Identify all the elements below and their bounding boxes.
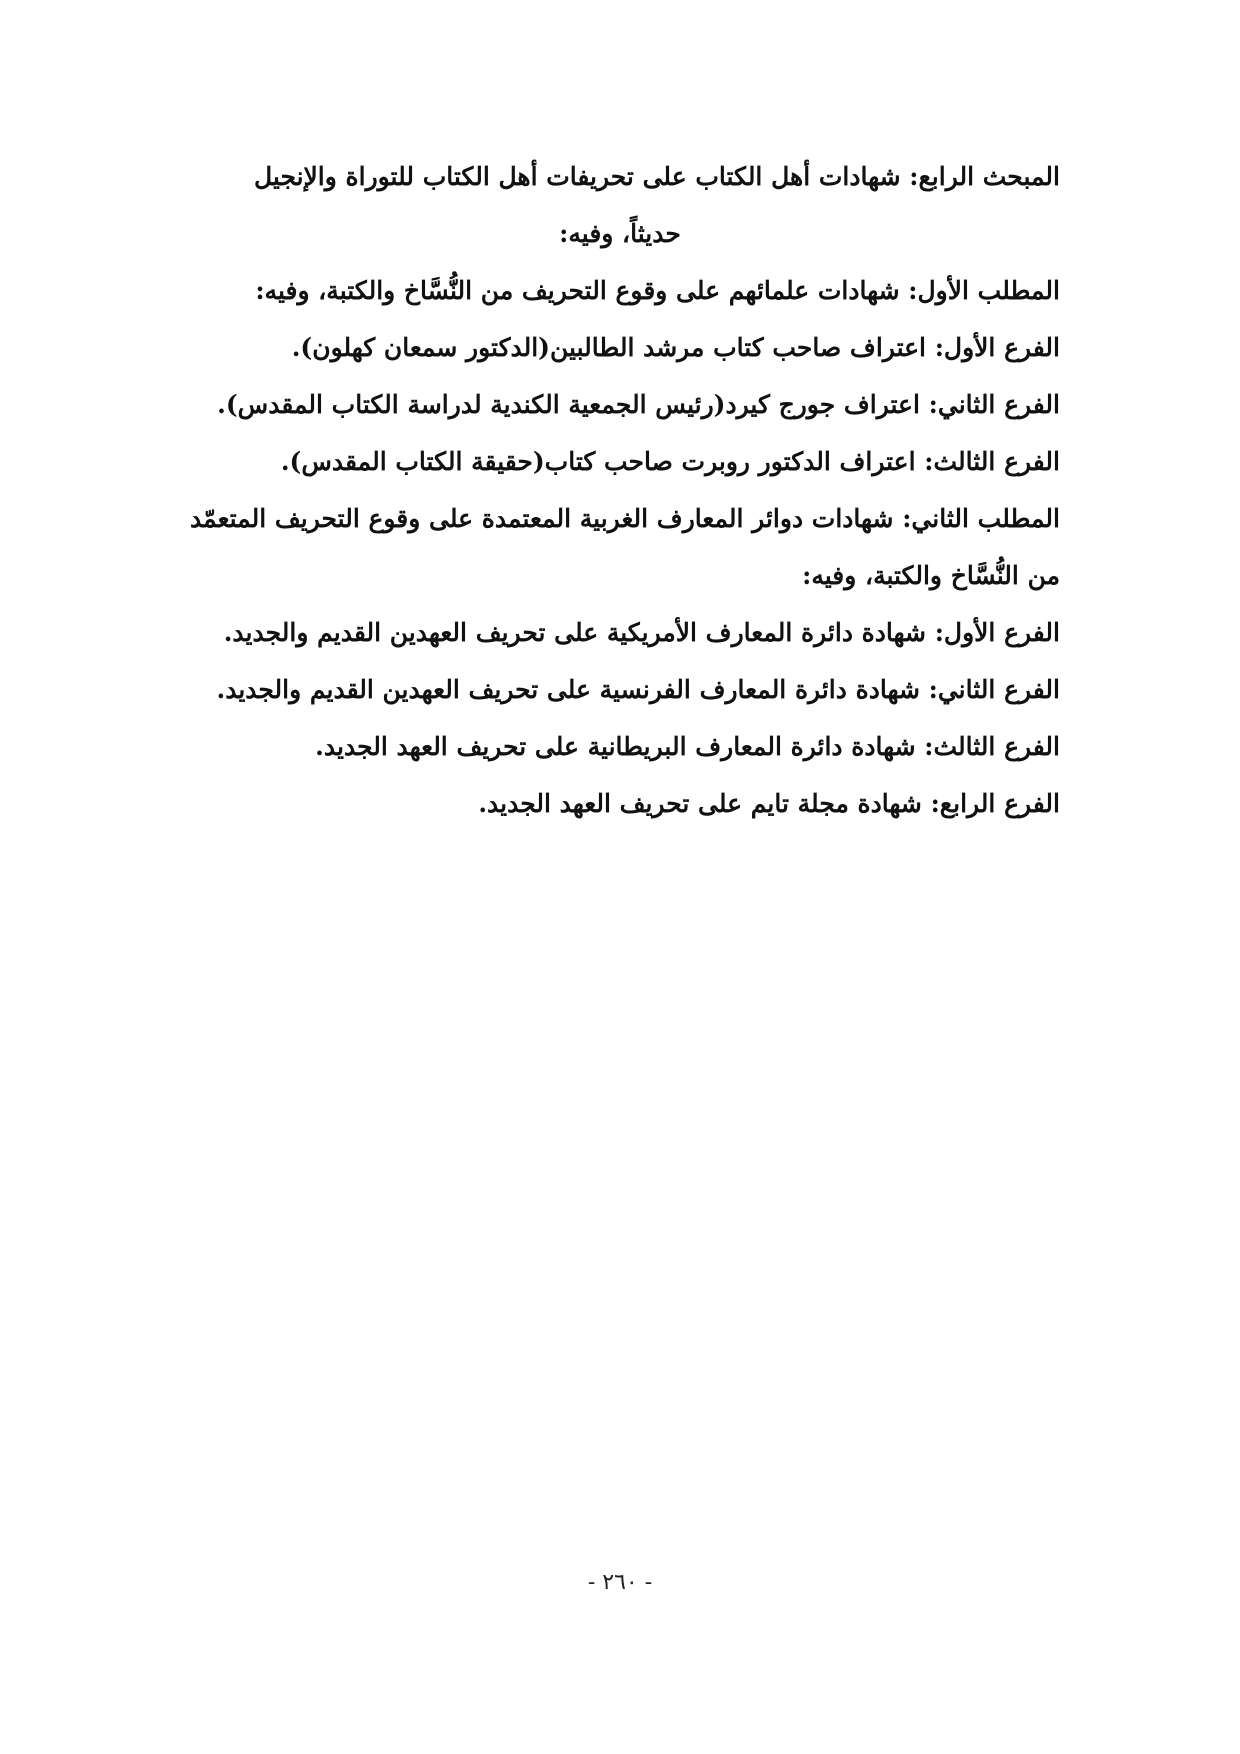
page-number: - ٢٦٠ -: [587, 1570, 653, 1595]
section1-title: المطلب الأول: شهادات علمائهم على وقوع التحريف من النُّسَّاخ والكتبة، وفيه:: [255, 276, 1060, 305]
table-of-contents: [180, 148, 1060, 832]
section2-item-2: الفرع الثاني: شهادة دائرة المعارف الفرنسية على تحريف العهدين القديم والجديد.: [216, 675, 1060, 704]
section2-item-1: الفرع الأول: شهادة دائرة المعارف الأمريكية على تحريف العهدين القديم والجديد.: [223, 618, 1060, 647]
chapter-heading-line1: المبحث الرابع: شهادات أهل الكتاب على تحريفات أهل الكتاب للتوراة والإنجيل: [253, 162, 1060, 191]
section1-item-2: الفرع الثاني: اعتراف جورج كيرد(رئيس الجمعية الكندية لدراسة الكتاب المقدس).: [217, 390, 1060, 419]
section2-item-4: الفرع الرابع: شهادة مجلة تايم على تحريف العهد الجديد.: [478, 789, 1060, 818]
chapter-heading-line2: حديثاً، وفيه:: [559, 219, 681, 248]
section2-title-line2: من النُّسَّاخ والكتبة، وفيه:: [802, 561, 1060, 590]
section2-item-3: الفرع الثالث: شهادة دائرة المعارف البريطانية على تحريف العهد الجديد.: [315, 732, 1060, 761]
section1-item-1: الفرع الأول: اعتراف صاحب كتاب مرشد الطالبين(الدكتور سمعان كهلون).: [291, 333, 1060, 362]
section2-title-line1: المطلب الثاني: شهادات دوائر المعارف الغربية المعتمدة على وقوع التحريف المتعمّد: [190, 504, 1060, 533]
section1-item-3: الفرع الثالث: اعتراف الدكتور روبرت صاحب كتاب(حقيقة الكتاب المقدس).: [280, 447, 1060, 476]
